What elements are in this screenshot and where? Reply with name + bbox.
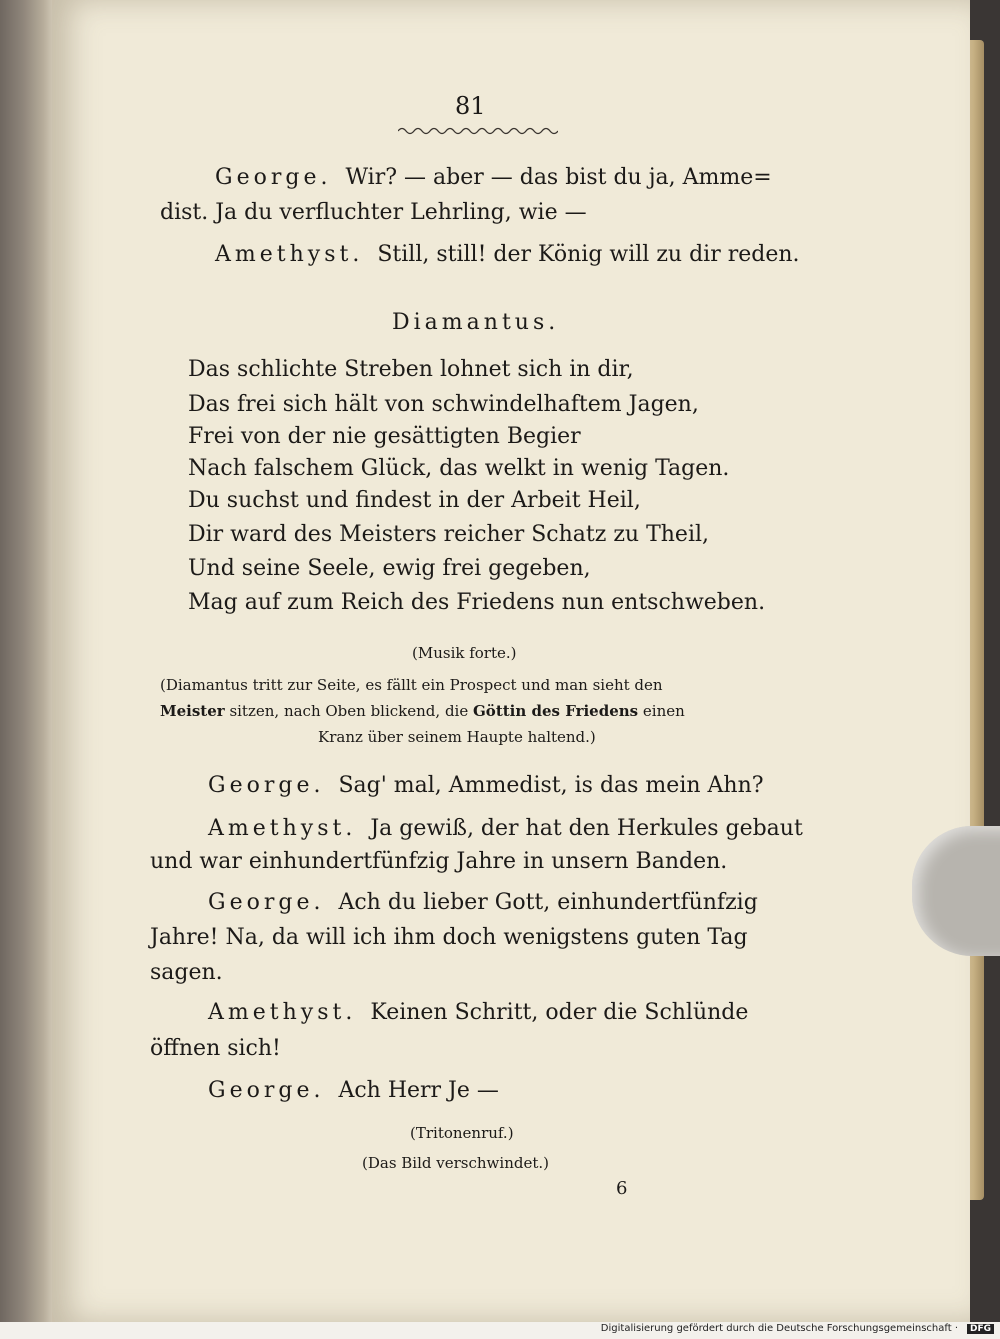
stage-direction-4: (Das Bild verschwindet.): [362, 1154, 549, 1172]
book-left-edge: [0, 0, 58, 1322]
dialog-line-6: und war einhundertfünfzig Jahre in unsern Banden.: [150, 849, 728, 874]
speaker-heading: Diamantus.: [392, 310, 560, 335]
dialog-line-2: dist. Ja du verfluchter Lehrling, wie —: [160, 200, 587, 225]
dialog-line-1: George. Wir? — aber — das bist du ja, Amme=: [215, 165, 772, 190]
signature-mark: 6: [616, 1178, 628, 1199]
dialog-line-12: George. Ach Herr Je —: [208, 1078, 499, 1103]
stage-direction-1: (Musik forte.): [412, 644, 517, 662]
stage-direction-2a: (Diamantus tritt zur Seite, es fällt ein Prospect und man sieht den: [160, 676, 663, 694]
decorative-rule: [398, 126, 558, 136]
verse-line-7: Und seine Seele, ewig frei gegeben,: [188, 556, 591, 581]
dialog-line-8: Jahre! Na, da will ich ihm doch wenigstens guten Tag: [150, 925, 748, 950]
dialog-line-5: Amethyst. Ja gewiß, der hat den Herkules gebaut: [208, 816, 803, 841]
verse-line-8: Mag auf zum Reich des Friedens nun entschweben.: [188, 590, 766, 615]
dfg-logo: DFG: [967, 1324, 994, 1334]
page-number: 81: [455, 92, 486, 120]
verse-line-5: Du suchst und findest in der Arbeit Heil,: [188, 488, 641, 513]
verse-line-1: Das schlichte Streben lohnet sich in dir,: [188, 357, 634, 382]
dialog-line-4: George. Sag' mal, Ammedist, is das mein Ahn?: [208, 773, 764, 798]
stage-direction-3: (Tritonenruf.): [410, 1124, 514, 1142]
verse-line-4: Nach falschem Glück, das welkt in wenig Tagen.: [188, 456, 730, 481]
verse-line-6: Dir ward des Meisters reicher Schatz zu Theil,: [188, 522, 710, 547]
footer-text: Digitalisierung gefördert durch die Deutsche Forschungsgemeinschaft ·: [600, 1323, 958, 1334]
dialog-line-3: Amethyst. Still, still! der König will zu dir reden.: [215, 242, 800, 267]
stage-direction-2b: Meister sitzen, nach Oben blickend, die Göttin des Friedens einen: [160, 702, 685, 720]
verse-line-3: Frei von der nie gesättigten Begier: [188, 424, 581, 449]
stage-direction-2c: Kranz über seinem Haupte haltend.): [318, 728, 596, 746]
dialog-line-7: George. Ach du lieber Gott, einhundertfünfzig: [208, 890, 758, 915]
dialog-line-11: öffnen sich!: [150, 1036, 281, 1061]
dialog-line-10: Amethyst. Keinen Schritt, oder die Schlünde: [208, 1000, 749, 1025]
verse-line-2: Das frei sich hält von schwindelhaftem Jagen,: [188, 392, 699, 417]
dialog-line-9: sagen.: [150, 960, 223, 985]
